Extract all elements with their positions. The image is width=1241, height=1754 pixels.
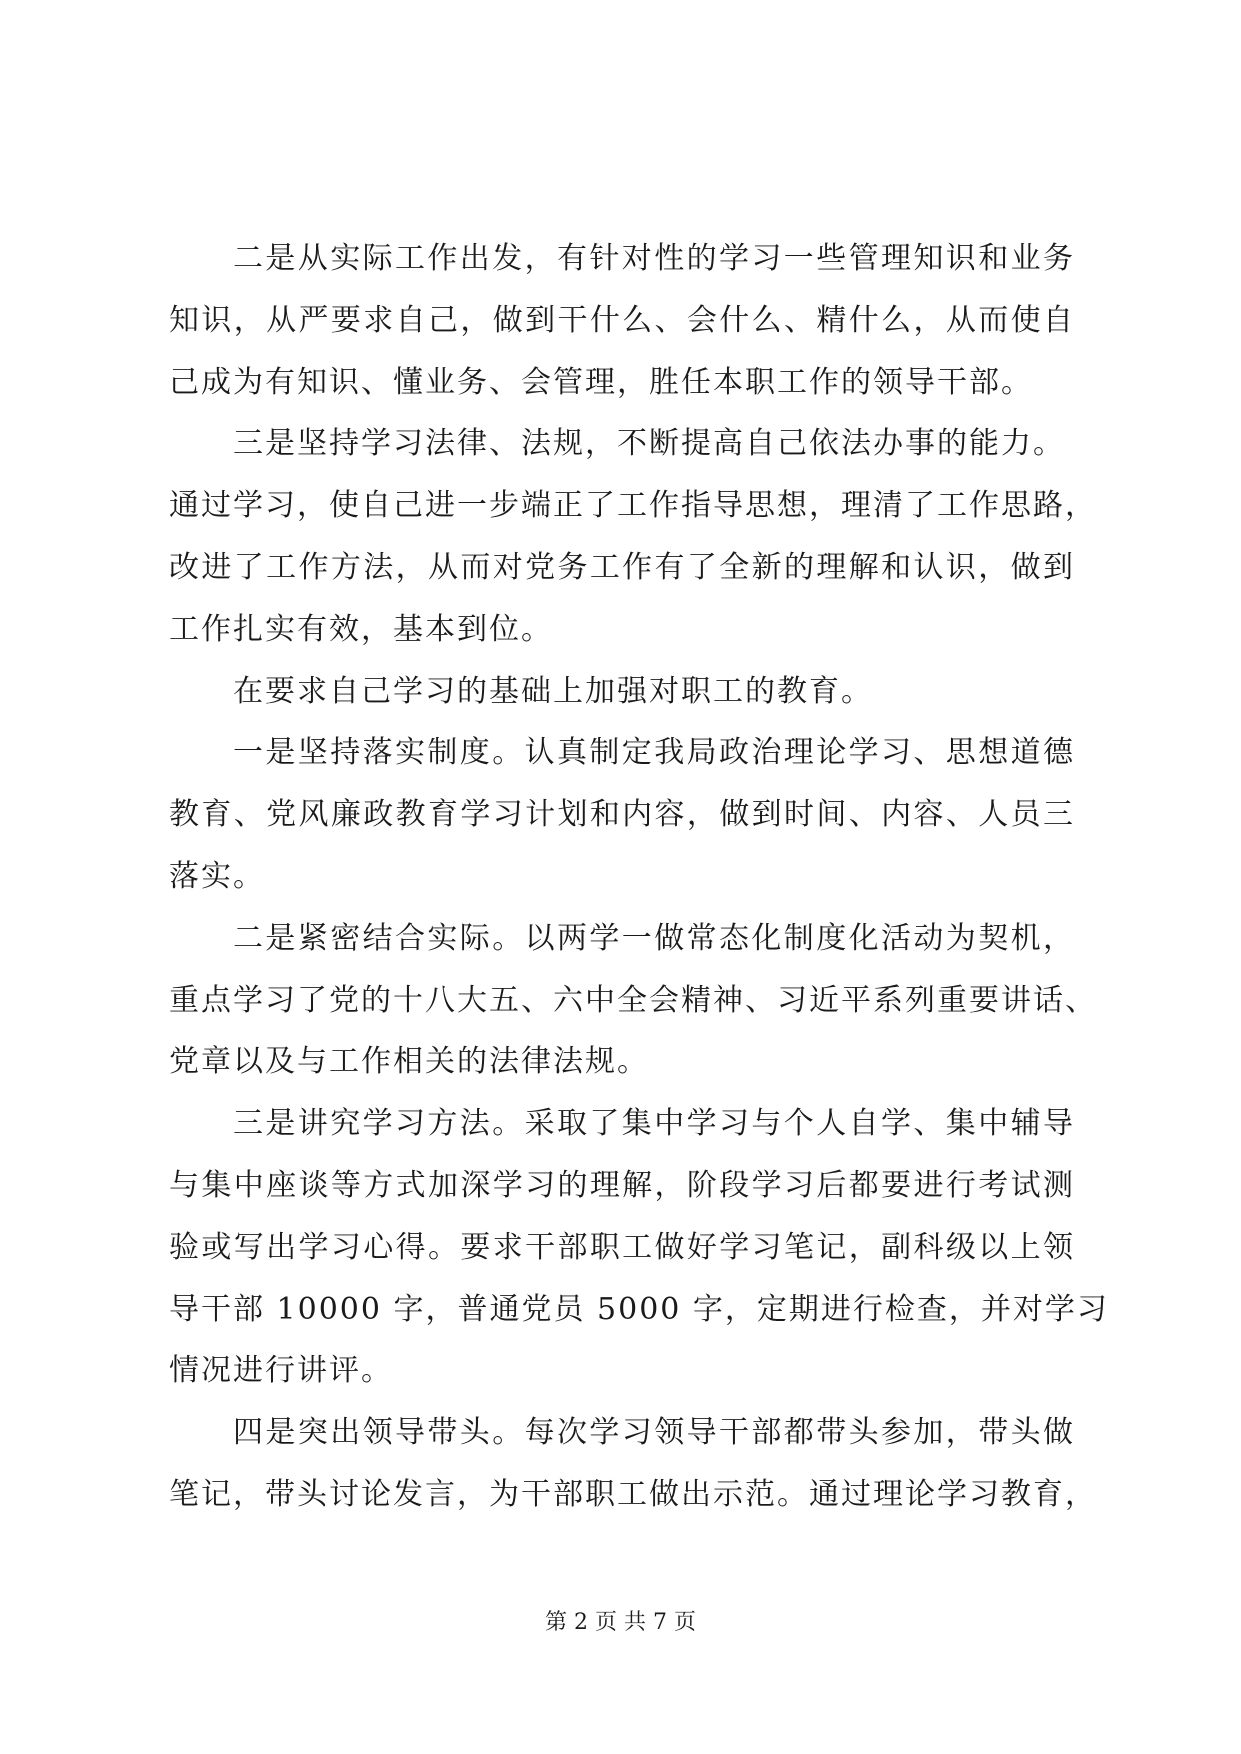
- text-line: 党章以及与工作相关的法律法规。: [169, 1044, 649, 1080]
- text-line: 改进了工作方法，从而对党务工作有了全新的理解和认识，做到: [169, 549, 1075, 585]
- text-line: 四是突出领导带头。每次学习领导干部都带头参加，带头做: [233, 1415, 1075, 1451]
- text-line: 情况进行讲评。: [169, 1353, 393, 1389]
- text-line: 验或写出学习心得。要求干部职工做好学习笔记，副科级以上领: [169, 1229, 1075, 1265]
- text-line: 工作扎实有效，基本到位。: [169, 611, 553, 647]
- text-line: 在要求自己学习的基础上加强对职工的教育。: [233, 673, 873, 709]
- text-line: 教育、党风廉政教育学习计划和内容，做到时间、内容、人员三: [169, 797, 1075, 833]
- text-line: 三是讲究学习方法。采取了集中学习与个人自学、集中辅导: [233, 1106, 1075, 1142]
- text-line: 一是坚持落实制度。认真制定我局政治理论学习、思想道德: [233, 735, 1075, 771]
- text-line: 落实。: [169, 858, 265, 894]
- text-line: 笔记，带头讨论发言，为干部职工做出示范。通过理论学习教育，: [169, 1476, 1097, 1512]
- document-body: [169, 228, 1109, 1526]
- text-line: 知识，从严要求自己，做到干什么、会什么、精什么，从而使自: [169, 302, 1075, 338]
- text-line: 二是从实际工作出发，有针对性的学习一些管理知识和业务: [233, 241, 1075, 276]
- text-line: 与集中座谈等方式加深学习的理解，阶段学习后都要进行考试测: [169, 1167, 1075, 1203]
- text-line: 通过学习，使自己进一步端正了工作指导思想，理清了工作思路，: [169, 488, 1097, 524]
- text-line: 重点学习了党的十八大五、六中全会精神、习近平系列重要讲话、: [169, 982, 1097, 1018]
- text-line: 己成为有知识、懂业务、会管理，胜任本职工作的领导干部。: [169, 364, 1033, 400]
- page-number-footer: 第 2 页 共 7 页: [545, 1610, 696, 1635]
- text-line: 三是坚持学习法律、法规，不断提高自己依法办事的能力。: [233, 426, 1065, 462]
- text-line: 二是紧密结合实际。以两学一做常态化制度化活动为契机，: [233, 920, 1075, 956]
- text-line: 导干部 10000 字，普通党员 5000 字，定期进行检查，并对学习: [169, 1291, 1109, 1327]
